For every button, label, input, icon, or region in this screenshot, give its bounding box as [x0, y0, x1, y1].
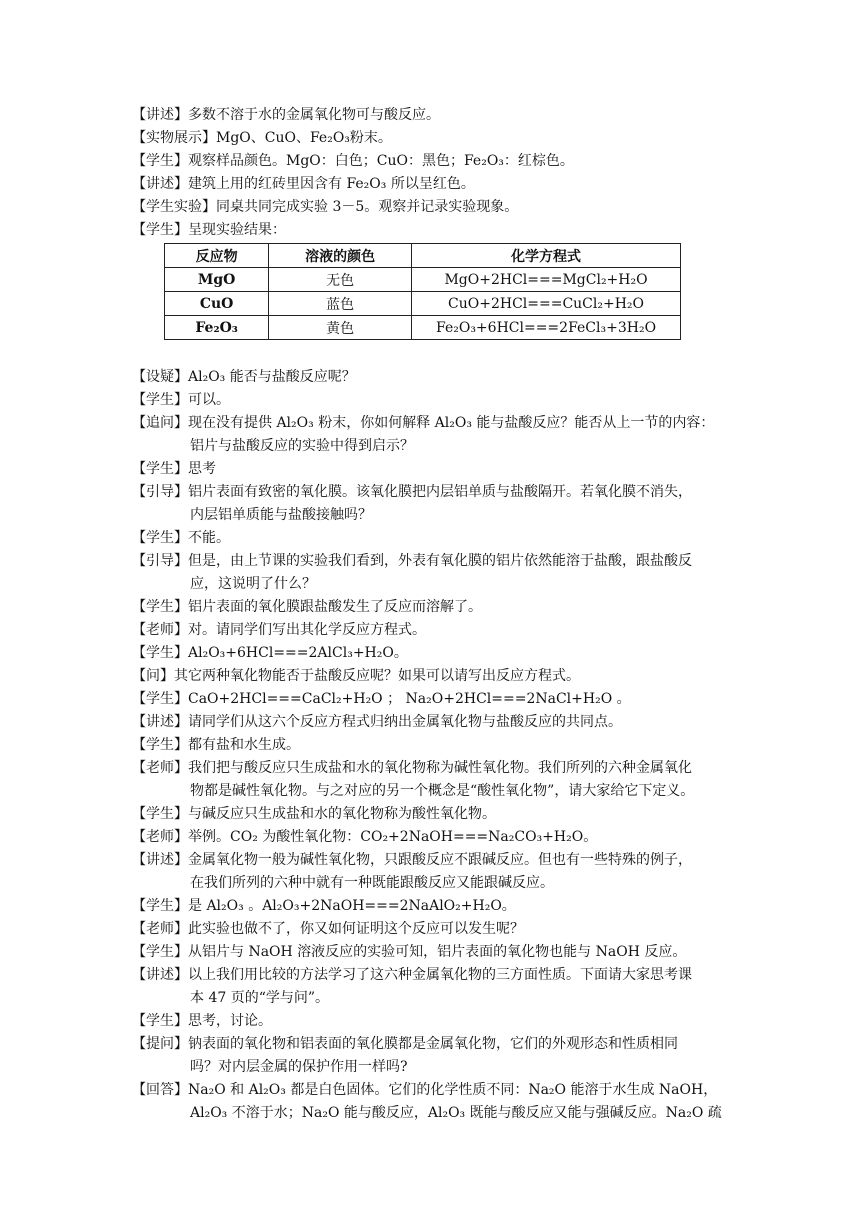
dialogue-line: [132, 127, 744, 150]
table-header-row: [165, 244, 681, 268]
cell-color: 无色: [269, 268, 412, 292]
dialogue-continuation: 铝片与盐酸反应的实验中得到启示？: [190, 438, 414, 454]
table-row: [165, 316, 681, 340]
speaker-tag: 【回答】: [132, 1082, 188, 1098]
speaker-tag: 【学生】: [132, 153, 188, 169]
dialogue-text: 不能。: [188, 530, 230, 546]
dialogue-text: 我们把与酸反应只生成盐和水的氧化物称为碱性氧化物。我们所列的六种金属氧化: [188, 760, 692, 776]
speaker-tag: 【引导】: [132, 553, 188, 569]
dialogue-line: [132, 665, 744, 688]
speaker-tag: 【学生】: [132, 806, 188, 822]
speaker-tag: 【引导】: [132, 484, 188, 500]
speaker-tag: 【学生】: [132, 392, 188, 408]
dialogue-line: [132, 1010, 744, 1033]
dialogue-continuation: 本 47 页的“学与问”。: [190, 990, 330, 1006]
dialogue-line: [132, 642, 744, 665]
dialogue-text: 同桌共同完成实验 3－5。观察并记录实验现象。: [216, 199, 519, 215]
dialogue-line: [132, 964, 744, 987]
cell-reactant: Fe₂O₃: [165, 316, 269, 340]
cell-reactant: MgO: [165, 268, 269, 292]
dialogue-line: [132, 1033, 744, 1056]
speaker-tag: 【问】: [132, 668, 174, 684]
speaker-tag: 【实物展示】: [132, 130, 216, 146]
table-row: [165, 292, 681, 316]
cell-equation: MgO+2HCl===MgCl₂+H₂O: [412, 268, 681, 292]
dialogue-text: MgO、CuO、Fe₂O₃粉末。: [216, 130, 392, 146]
speaker-tag: 【老师】: [132, 622, 188, 638]
dialogue-text: 以上我们用比较的方法学习了这六种金属氧化物的三方面性质。下面请大家思考课: [188, 967, 692, 983]
dialogue-text: 现在没有提供 Al₂O₃ 粉末，你如何解释 Al₂O₃ 能与盐酸反应？能否从上一节的内容：: [188, 415, 715, 431]
dialogue-top: [132, 104, 744, 242]
speaker-tag: 【学生】: [132, 599, 188, 615]
dialogue-line: [132, 366, 744, 389]
results-table: [164, 243, 681, 340]
dialogue-line: [132, 389, 744, 412]
speaker-tag: 【学生】: [132, 1013, 188, 1029]
speaker-tag: 【老师】: [132, 829, 188, 845]
dialogue-line: [132, 527, 744, 550]
dialogue-text: 与碱反应只生成盐和水的氧化物称为酸性氧化物。: [188, 806, 496, 822]
dialogue-text: 多数不溶于水的金属氧化物可与酸反应。: [188, 107, 440, 123]
cell-color: 黄色: [269, 316, 412, 340]
dialogue-line: [132, 150, 744, 173]
dialogue-line: [132, 849, 744, 872]
speaker-tag: 【讲述】: [132, 967, 188, 983]
dialogue-line: [132, 734, 744, 757]
dialogue-line: [132, 173, 744, 196]
speaker-tag: 【讲述】: [132, 852, 188, 868]
speaker-tag: 【提问】: [132, 1036, 188, 1052]
dialogue-text: 都有盐和水生成。: [188, 737, 300, 753]
dialogue-text: 但是，由上节课的实验我们看到，外表有氧化膜的铝片依然能溶于盐酸，跟盐酸反: [188, 553, 692, 569]
dialogue-line: [132, 550, 744, 573]
header-solution-color: 溶液的颜色: [269, 244, 412, 268]
dialogue-text: 可以。: [188, 392, 230, 408]
dialogue-text: 举例。CO₂ 为酸性氧化物：CO₂+2NaOH===Na₂CO₃+H₂O。: [188, 829, 598, 845]
speaker-tag: 【学生】: [132, 222, 188, 238]
speaker-tag: 【学生】: [132, 645, 188, 661]
lesson-content: [132, 104, 744, 1125]
dialogue-text: 对。请同学们写出其化学反应方程式。: [188, 622, 426, 638]
dialogue-line: [132, 458, 744, 481]
cell-equation: CuO+2HCl===CuCl₂+H₂O: [412, 292, 681, 316]
dialogue-text: 呈现实验结果：: [188, 222, 286, 238]
speaker-tag: 【设疑】: [132, 369, 188, 385]
dialogue-text: 从铝片与 NaOH 溶液反应的实验可知，铝片表面的氧化物也能与 NaOH 反应。: [188, 944, 687, 960]
dialogue-text: 思考: [188, 461, 216, 477]
dialogue-line: [132, 219, 744, 242]
header-reactant: 反应物: [165, 244, 269, 268]
dialogue-line: [132, 941, 744, 964]
dialogue-line: [132, 918, 744, 941]
dialogue-continuation: 应，这说明了什么？: [190, 576, 316, 592]
speaker-tag: 【学生】: [132, 944, 188, 960]
dialogue-text: 金属氧化物一般为碱性氧化物，只跟酸反应不跟碱反应。但也有一些特殊的例子，: [188, 852, 692, 868]
dialogue-text: Al₂O₃+6HCl===2AlCl₃+H₂O。: [188, 645, 408, 661]
speaker-tag: 【追问】: [132, 415, 188, 431]
speaker-tag: 【讲述】: [132, 107, 188, 123]
dialogue-text: Al₂O₃ 能否与盐酸反应呢？: [188, 369, 356, 385]
speaker-tag: 【学生】: [132, 737, 188, 753]
dialogue-continuation: 物都是碱性氧化物。与之对应的另一个概念是“酸性氧化物”，请大家给它下定义。: [190, 783, 695, 799]
cell-reactant: CuO: [165, 292, 269, 316]
dialogue-line: [132, 688, 744, 711]
dialogue-line: [132, 895, 744, 918]
speaker-tag: 【学生】: [132, 530, 188, 546]
speaker-tag: 【学生实验】: [132, 199, 216, 215]
dialogue-line: [132, 196, 744, 219]
dialogue-line: [132, 757, 744, 780]
dialogue-text: 铝片表面的氧化膜跟盐酸发生了反应而溶解了。: [188, 599, 482, 615]
speaker-tag: 【老师】: [132, 760, 188, 776]
dialogue-text: 铝片表面有致密的氧化膜。该氧化膜把内层铝单质与盐酸隔开。若氧化膜不消失，: [188, 484, 692, 500]
dialogue-text: CaO+2HCl===CaCl₂+H₂O ； Na₂O+2HCl===2NaCl+H₂O 。: [188, 691, 631, 707]
cell-color: 蓝色: [269, 292, 412, 316]
dialogue-line: [132, 619, 744, 642]
speaker-tag: 【讲述】: [132, 714, 188, 730]
dialogue-line: [132, 596, 744, 619]
speaker-tag: 【老师】: [132, 921, 188, 937]
dialogue-text: 思考，讨论。: [188, 1013, 272, 1029]
dialogue-line: [132, 711, 744, 734]
header-equation: 化学方程式: [412, 244, 681, 268]
dialogue-line: [132, 803, 744, 826]
dialogue-text: 是 Al₂O₃ 。Al₂O₃+2NaOH===2NaAlO₂+H₂O。: [188, 898, 516, 914]
dialogue-text: 请同学们从这六个反应方程式归纳出金属氧化物与盐酸反应的共同点。: [188, 714, 622, 730]
speaker-tag: 【学生】: [132, 461, 188, 477]
dialogue-text: 其它两种氧化物能否于盐酸反应呢？如果可以请写出反应方程式。: [174, 668, 580, 684]
dialogue-text: 此实验也做不了，你又如何证明这个反应可以发生呢？: [188, 921, 524, 937]
dialogue-text: 建筑上用的红砖里因含有 Fe₂O₃ 所以呈红色。: [188, 176, 475, 192]
cell-equation: Fe₂O₃+6HCl===2FeCl₃+3H₂O: [412, 316, 681, 340]
speaker-tag: 【学生】: [132, 691, 188, 707]
dialogue-line: [132, 412, 744, 435]
dialogue-text: 观察样品颜色。MgO：白色；CuO：黑色；Fe₂O₃：红棕色。: [188, 153, 574, 169]
dialogue-continuation: 在我们所列的六种中就有一种既能跟酸反应又能跟碱反应。: [190, 875, 554, 891]
dialogue-text: 钠表面的氧化物和铝表面的氧化膜都是金属氧化物，它们的外观形态和性质相同: [188, 1036, 678, 1052]
dialogue-text: Na₂O 和 Al₂O₃ 都是白色固体。它们的化学性质不同：Na₂O 能溶于水生成 NaOH，: [188, 1082, 718, 1098]
dialogue-line: [132, 104, 744, 127]
dialogue-bottom: [132, 366, 744, 1125]
dialogue-line: [132, 826, 744, 849]
dialogue-line: [132, 481, 744, 504]
dialogue-continuation: 内层铝单质能与盐酸接触吗？: [190, 507, 372, 523]
speaker-tag: 【讲述】: [132, 176, 188, 192]
table-row: [165, 268, 681, 292]
speaker-tag: 【学生】: [132, 898, 188, 914]
dialogue-continuation: Al₂O₃ 不溶于水；Na₂O 能与酸反应，Al₂O₃ 既能与酸反应又能与强碱反应。Na₂O 疏: [190, 1105, 722, 1121]
dialogue-continuation: 吗？对内层金属的保护作用一样吗?: [190, 1059, 408, 1075]
dialogue-line: [132, 1079, 744, 1102]
